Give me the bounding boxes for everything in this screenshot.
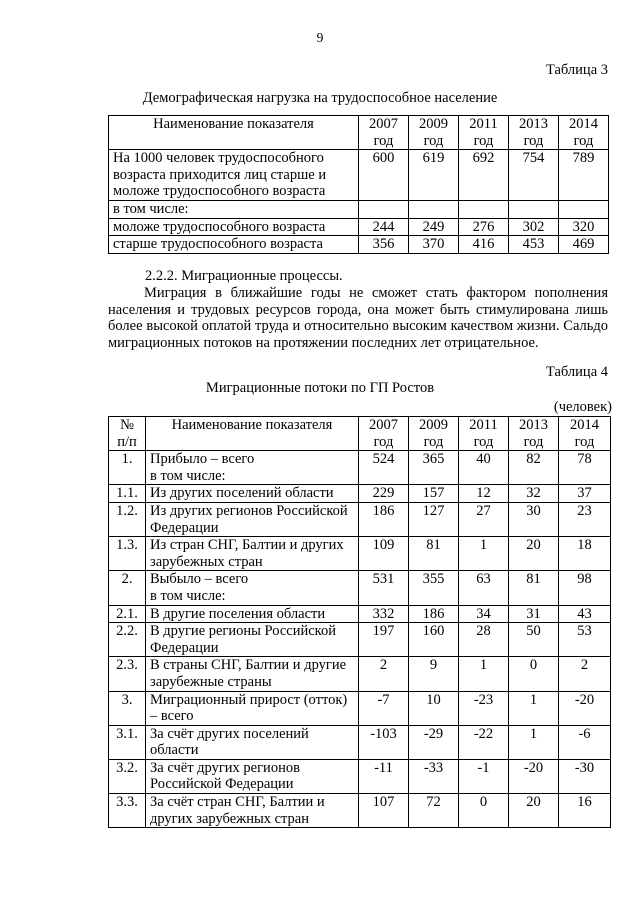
row-name: В другие регионы Российской Федерации <box>146 623 359 657</box>
row-value <box>409 200 459 218</box>
row-value: 40 <box>459 451 509 485</box>
row-value: -103 <box>359 725 409 759</box>
year-label: 2014 <box>569 116 598 132</box>
table-row <box>109 485 611 503</box>
row-value: 43 <box>559 605 611 623</box>
row-index: 3.1. <box>109 725 146 759</box>
row-value: 186 <box>359 502 409 536</box>
year-unit: год <box>423 132 444 149</box>
row-value: -11 <box>359 759 409 793</box>
table4-title: Миграционные потоки по ГП Ростов <box>205 380 435 396</box>
row-name: Миграционный прирост (отток) – всего <box>146 691 359 725</box>
table-row <box>109 200 609 218</box>
year-label: 2009 <box>419 417 448 433</box>
row-name: в том числе: <box>109 200 359 218</box>
table-row <box>109 236 609 254</box>
row-name: Прибыло – всего в том числе: <box>146 451 359 485</box>
row-value: 107 <box>359 794 409 828</box>
year-unit: год <box>373 433 394 450</box>
table3-header-year <box>459 116 509 150</box>
row-name: На 1000 человек трудоспособного возраста приходится лиц старше и моложе трудоспособного возраста <box>109 150 359 201</box>
row-value: -30 <box>559 759 611 793</box>
page-number: 9 <box>316 30 324 45</box>
row-value: 186 <box>409 605 459 623</box>
table4 <box>108 416 611 828</box>
row-value: 81 <box>409 537 459 571</box>
table4-header-year <box>509 417 559 451</box>
row-value: 160 <box>409 623 459 657</box>
row-value: 37 <box>559 485 611 503</box>
year-unit: год <box>473 132 494 149</box>
year-unit: год <box>573 132 594 149</box>
row-value: 127 <box>409 502 459 536</box>
row-value: 469 <box>559 236 609 254</box>
row-name: За счёт стран СНГ, Балтии и других зарубежных стран <box>146 794 359 828</box>
row-value: 98 <box>559 571 611 605</box>
section-paragraph-text: Миграция в ближайшие годы не сможет стать фактором пополнения населения и трудовых ресурсов города, она может быть стимулирована лишь более высокой оплатой труда и относительно высоким качеством жизни. Сальдо миграционных потоков на протяжении последних лет отрицательное. <box>108 285 608 351</box>
year-label: 2011 <box>469 116 498 132</box>
row-value: 754 <box>509 150 559 201</box>
table4-caption: Таблица 4 <box>545 364 608 380</box>
row-index: 2.2. <box>109 623 146 657</box>
row-value: -22 <box>459 725 509 759</box>
row-value: 2 <box>559 657 611 691</box>
table3-caption: Таблица 3 <box>545 62 608 78</box>
row-value: 16 <box>559 794 611 828</box>
row-value: 453 <box>509 236 559 254</box>
year-unit: год <box>574 433 595 450</box>
row-index: 1. <box>109 451 146 485</box>
table3-header-year <box>359 116 409 150</box>
table3-header-year <box>409 116 459 150</box>
section-paragraph <box>108 285 608 351</box>
row-value: -7 <box>359 691 409 725</box>
table3-header-year <box>509 116 559 150</box>
row-value: 0 <box>509 657 559 691</box>
table4-header-year <box>559 417 611 451</box>
row-index: 2.1. <box>109 605 146 623</box>
year-label: 2009 <box>419 116 448 132</box>
row-value <box>359 200 409 218</box>
row-value: 1 <box>459 537 509 571</box>
year-label: 2013 <box>519 417 548 433</box>
row-value: 63 <box>459 571 509 605</box>
row-value: 28 <box>459 623 509 657</box>
row-value: 356 <box>359 236 409 254</box>
row-value: -1 <box>459 759 509 793</box>
table-row <box>109 218 609 236</box>
row-value <box>459 200 509 218</box>
row-value: 302 <box>509 218 559 236</box>
row-name: Из стран СНГ, Балтии и других зарубежных стран <box>146 537 359 571</box>
row-value: 18 <box>559 537 611 571</box>
year-label: 2014 <box>570 417 599 433</box>
row-value: 31 <box>509 605 559 623</box>
row-value: 229 <box>359 485 409 503</box>
row-value: 10 <box>409 691 459 725</box>
table4-header-name: Наименование показателя <box>146 417 359 451</box>
table-row <box>109 623 611 657</box>
year-unit: год <box>473 433 494 450</box>
row-index: 1.2. <box>109 502 146 536</box>
row-value: 332 <box>359 605 409 623</box>
table-row <box>109 451 611 485</box>
year-unit: год <box>423 433 444 450</box>
table-row <box>109 657 611 691</box>
row-value: 1 <box>509 725 559 759</box>
row-value: 72 <box>409 794 459 828</box>
table-row <box>109 605 611 623</box>
row-value: 9 <box>409 657 459 691</box>
row-index: 2. <box>109 571 146 605</box>
table-row <box>109 502 611 536</box>
table3-header-year <box>559 116 609 150</box>
row-name: моложе трудоспособного возраста <box>109 218 359 236</box>
row-value: 81 <box>509 571 559 605</box>
row-value: 157 <box>409 485 459 503</box>
section-heading: 2.2.2. Миграционные процессы. <box>145 268 343 284</box>
row-value: 355 <box>409 571 459 605</box>
table-row <box>109 725 611 759</box>
row-value: 23 <box>559 502 611 536</box>
row-value: 50 <box>509 623 559 657</box>
table-row <box>109 794 611 828</box>
table4-header-index: № п/п <box>109 417 146 451</box>
row-value: 276 <box>459 218 509 236</box>
year-label: 2007 <box>369 417 398 433</box>
table4-header-year <box>409 417 459 451</box>
table-row <box>109 150 609 201</box>
row-value: 53 <box>559 623 611 657</box>
row-value: 12 <box>459 485 509 503</box>
row-index: 1.3. <box>109 537 146 571</box>
row-value: -33 <box>409 759 459 793</box>
row-value: 20 <box>509 537 559 571</box>
row-name: Из других поселений области <box>146 485 359 503</box>
table-row <box>109 691 611 725</box>
row-index: 1.1. <box>109 485 146 503</box>
row-name: Из других регионов Российской Федерации <box>146 502 359 536</box>
row-value <box>509 200 559 218</box>
table-row <box>109 537 611 571</box>
row-value: 30 <box>509 502 559 536</box>
row-value <box>559 200 609 218</box>
row-name: В другие поселения области <box>146 605 359 623</box>
table3 <box>108 115 609 254</box>
row-name: В страны СНГ, Балтии и другие зарубежные страны <box>146 657 359 691</box>
row-name: Выбыло – всего в том числе: <box>146 571 359 605</box>
table-row <box>109 759 611 793</box>
row-value: -29 <box>409 725 459 759</box>
row-value: 197 <box>359 623 409 657</box>
row-value: -6 <box>559 725 611 759</box>
row-name: За счёт других регионов Российской Федерации <box>146 759 359 793</box>
year-unit: год <box>523 132 544 149</box>
row-index: 3.2. <box>109 759 146 793</box>
row-index: 3. <box>109 691 146 725</box>
row-value: 2 <box>359 657 409 691</box>
row-index: 3.3. <box>109 794 146 828</box>
row-value: 82 <box>509 451 559 485</box>
year-label: 2013 <box>519 116 548 132</box>
row-value: 600 <box>359 150 409 201</box>
table3-title: Демографическая нагрузка на трудоспособное население <box>142 90 498 106</box>
table4-header-year <box>359 417 409 451</box>
row-name: старше трудоспособного возраста <box>109 236 359 254</box>
table4-unit: (человек) <box>553 399 612 415</box>
year-label: 2011 <box>469 417 498 433</box>
row-value: 365 <box>409 451 459 485</box>
year-label: 2007 <box>369 116 398 132</box>
row-value: -20 <box>509 759 559 793</box>
row-value: 34 <box>459 605 509 623</box>
table3-header-name: Наименование показателя <box>109 116 359 150</box>
row-value: 416 <box>459 236 509 254</box>
row-value: 524 <box>359 451 409 485</box>
table4-header-year <box>459 417 509 451</box>
row-value: -20 <box>559 691 611 725</box>
table4-header-row <box>109 417 611 451</box>
row-value: 20 <box>509 794 559 828</box>
row-value: 32 <box>509 485 559 503</box>
row-name: За счёт других поселений области <box>146 725 359 759</box>
table-row <box>109 571 611 605</box>
row-value: 789 <box>559 150 609 201</box>
row-value: 370 <box>409 236 459 254</box>
row-value: 1 <box>509 691 559 725</box>
row-value: 531 <box>359 571 409 605</box>
row-value: 320 <box>559 218 609 236</box>
row-value: 692 <box>459 150 509 201</box>
row-value: 619 <box>409 150 459 201</box>
row-value: 78 <box>559 451 611 485</box>
year-unit: год <box>373 132 394 149</box>
row-value: 249 <box>409 218 459 236</box>
row-value: 244 <box>359 218 409 236</box>
row-value: 109 <box>359 537 409 571</box>
row-value: 27 <box>459 502 509 536</box>
row-index: 2.3. <box>109 657 146 691</box>
row-value: 1 <box>459 657 509 691</box>
year-unit: год <box>523 433 544 450</box>
table3-header-row <box>109 116 609 150</box>
row-value: 0 <box>459 794 509 828</box>
row-value: -23 <box>459 691 509 725</box>
